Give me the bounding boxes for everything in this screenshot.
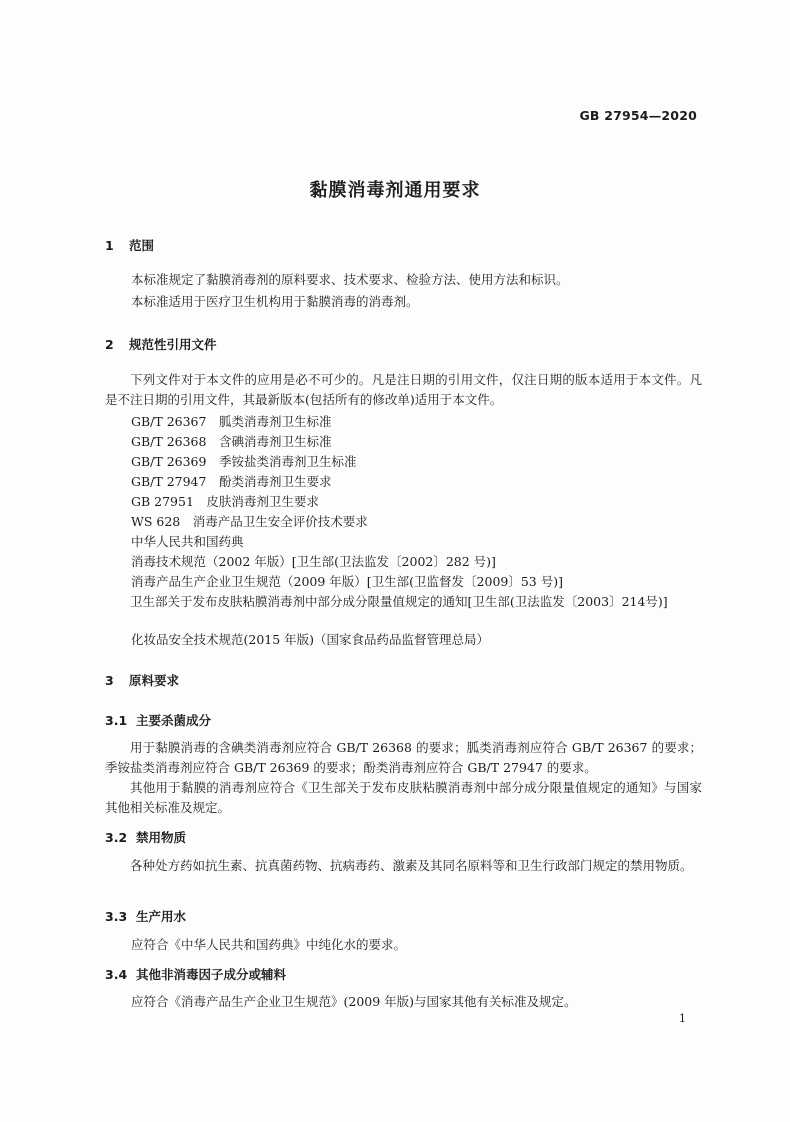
subsection-title: 生产用水 — [136, 909, 187, 924]
reference-item: GB/T 26369 季铵盐类消毒剂卫生标准 — [131, 454, 357, 469]
paragraph: 下列文件对于本文件的应用是必不可少的。凡是注日期的引用文件，仅注日期的版本适用于本文件。凡是不注日期的引用文件，其最新版本(包括所有的修改单)适用于本文件。 — [105, 372, 702, 407]
subsection-3-1-heading — [105, 711, 211, 729]
reference-item: GB/T 26368 含碘消毒剂卫生标准 — [131, 434, 332, 449]
subsection-number: 3.4 — [105, 967, 128, 982]
document-title: 黏膜消毒剂通用要求 — [309, 180, 481, 201]
reference-item: 消毒技术规范（2002 年版）[卫生部(卫法监发〔2002〕282 号)] — [131, 554, 496, 569]
subsection-3-4-heading — [105, 965, 286, 983]
paragraph: 本标准规定了黏膜消毒剂的原料要求、技术要求、检验方法、使用方法和标识。 — [131, 272, 569, 287]
section-number: 3 — [105, 673, 114, 688]
section-3-heading — [105, 671, 179, 689]
subsection-number: 3.1 — [105, 713, 128, 728]
section-number: 1 — [105, 238, 114, 253]
section-title: 范围 — [129, 238, 155, 253]
paragraph: 应符合《消毒产品生产企业卫生规范》(2009 年版)与国家其他有关标准及规定。 — [131, 994, 577, 1009]
subsection-title: 禁用物质 — [136, 830, 187, 845]
paragraph: 其他用于黏膜的消毒剂应符合《卫生部关于发布皮肤粘膜消毒剂中部分成分限量值规定的通知》与国家其他相关标准及规定。 — [105, 780, 702, 815]
reference-item: 消毒产品生产企业卫生规范（2009 年版）[卫生部(卫监督发〔2009〕53 号)] — [131, 574, 563, 589]
paragraph: 应符合《中华人民共和国药典》中纯化水的要求。 — [131, 937, 407, 952]
subsection-title: 主要杀菌成分 — [136, 713, 212, 728]
section-title: 原料要求 — [129, 673, 180, 688]
reference-item: 中华人民共和国药典 — [131, 534, 244, 549]
reference-item: GB/T 26367 胍类消毒剂卫生标准 — [131, 414, 332, 429]
reference-item: GB 27951 皮肤消毒剂卫生要求 — [131, 494, 319, 509]
page-number: 1 — [679, 1012, 686, 1025]
reference-item: 卫生部关于发布皮肤粘膜消毒剂中部分成分限量值规定的通知[卫生部(卫法监发〔2003〕214号)] — [130, 594, 668, 609]
subsection-number: 3.3 — [105, 909, 128, 924]
subsection-number: 3.2 — [105, 830, 128, 845]
reference-item: GB/T 27947 酚类消毒剂卫生要求 — [131, 474, 332, 489]
subsection-3-2-heading — [105, 828, 186, 846]
reference-item: 化妆品安全技术规范(2015 年版)（国家食品药品监督管理总局） — [131, 632, 490, 647]
section-2-heading — [105, 335, 217, 353]
section-1-heading — [105, 236, 154, 254]
paragraph: 本标准适用于医疗卫生机构用于黏膜消毒的消毒剂。 — [131, 294, 419, 309]
standard-code: GB 27954—2020 — [579, 108, 697, 123]
reference-item: WS 628 消毒产品卫生安全评价技术要求 — [131, 514, 368, 529]
paragraph: 用于黏膜消毒的含碘类消毒剂应符合 GB/T 26368 的要求；胍类消毒剂应符合 GB/T 26367 的要求；季铵盐类消毒剂应符合 GB/T 26369 的要求；酚类消毒剂应符合 GB/T 27947 的要求。 — [105, 740, 702, 775]
section-number: 2 — [105, 337, 114, 352]
paragraph: 各种处方药如抗生素、抗真菌药物、抗病毒药、激素及其同名原料等和卫生行政部门规定的禁用物质。 — [130, 858, 693, 873]
subsection-title: 其他非消毒因子成分或辅料 — [136, 967, 287, 982]
section-title: 规范性引用文件 — [129, 337, 217, 352]
subsection-3-3-heading — [105, 907, 186, 925]
